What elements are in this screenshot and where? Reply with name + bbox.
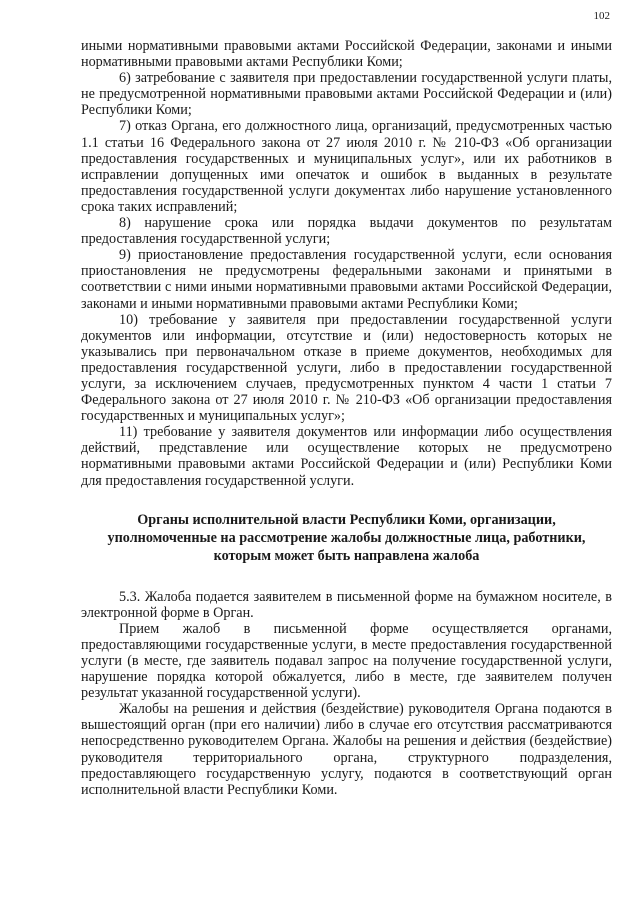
paragraph-item-11: 11) требование у заявителя документов или информации либо осуществления действий, представление или осуществление которых не предусмотрено нормативными правовыми актами Российской Федерации и (или) Республики Коми для предоставления государственной услуги. <box>81 424 612 489</box>
paragraph-item-10: 10) требование у заявителя при предоставлении государственной услуги документов или информации, отсутствие и (или) недостоверность которых не указывались при первоначальном отказе в приеме документов, необходимых для предоставления государственной услуги, либо в предоставлении государственной услуги, за исключением случаев, предусмотренных пунктом 4 части 1 статьи 7 Федерального закона от 27 июля 2010 г. № 210-ФЗ «Об организации предоставления государственных и муниципальных услуг»; <box>81 311 612 425</box>
paragraph-5-3: 5.3. Жалоба подается заявителем в письменной форме на бумажном носителе, в электронной форме в Орган. <box>81 588 612 621</box>
page-number: 102 <box>593 10 610 22</box>
paragraph-item-9: 9) приостановление предоставления государственной услуги, если основания приостановления не предусмотрены федеральными законами и принятыми в соответствии с ними иными нормативными правовыми актами Российской Федерации, законами и иными нормативными правовыми актами Республики Коми; <box>81 247 612 312</box>
paragraph-continuation: иными нормативными правовыми актами Российской Федерации, законами и иными нормативными правовыми актами Республики Коми; <box>81 38 612 71</box>
paragraph-complaints: Жалобы на решения и действия (бездействие) руководителя Органа подаются в вышестоящий орган (при его наличии) либо в случае его отсутствия рассматриваются непосредственно руководителем Органа. Жалобы на решения и действия (бездействие) руководителя территориального органа, структурного подразделения, предоставляющего государственную услугу, подаются в соответствующий орган исполнительной власти Республики Коми. <box>81 701 612 798</box>
paragraph-item-6: 6) затребование с заявителя при предоставлении государственной услуги платы, не предусмотренной нормативными правовыми актами Российской Федерации и (или) Республики Коми; <box>81 70 612 119</box>
paragraph-item-7: 7) отказ Органа, его должностного лица, организаций, предусмотренных частью 1.1 статьи 16 Федерального закона от 27 июля 2010 г. № 210-ФЗ «Об организации предоставления государственных и муниципальных услуг», или их работников в исправлении допущенных ими опечаток и ошибок в выданных в результате предоставления государственной услуги документах либо нарушение установленного срока таких исправлений; <box>81 118 612 215</box>
paragraph-reception: Прием жалоб в письменной форме осуществляется органами, предоставляющими государственные услуги, в месте предоставления государственной услуги (в месте, где заявитель подавал запрос на получение государственной услуги, нарушение порядка которой обжалуется, либо в месте, где заявителем получен результат указанной государственной услуги). <box>81 620 612 702</box>
paragraph-item-8: 8) нарушение срока или порядка выдачи документов по результатам предоставления государственной услуги; <box>81 215 612 248</box>
section-heading: Органы исполнительной власти Республики Коми, организации, уполномоченные на рассмотрение жалобы должностные лица, работники, которым может быть направлена жалоба <box>107 511 586 564</box>
